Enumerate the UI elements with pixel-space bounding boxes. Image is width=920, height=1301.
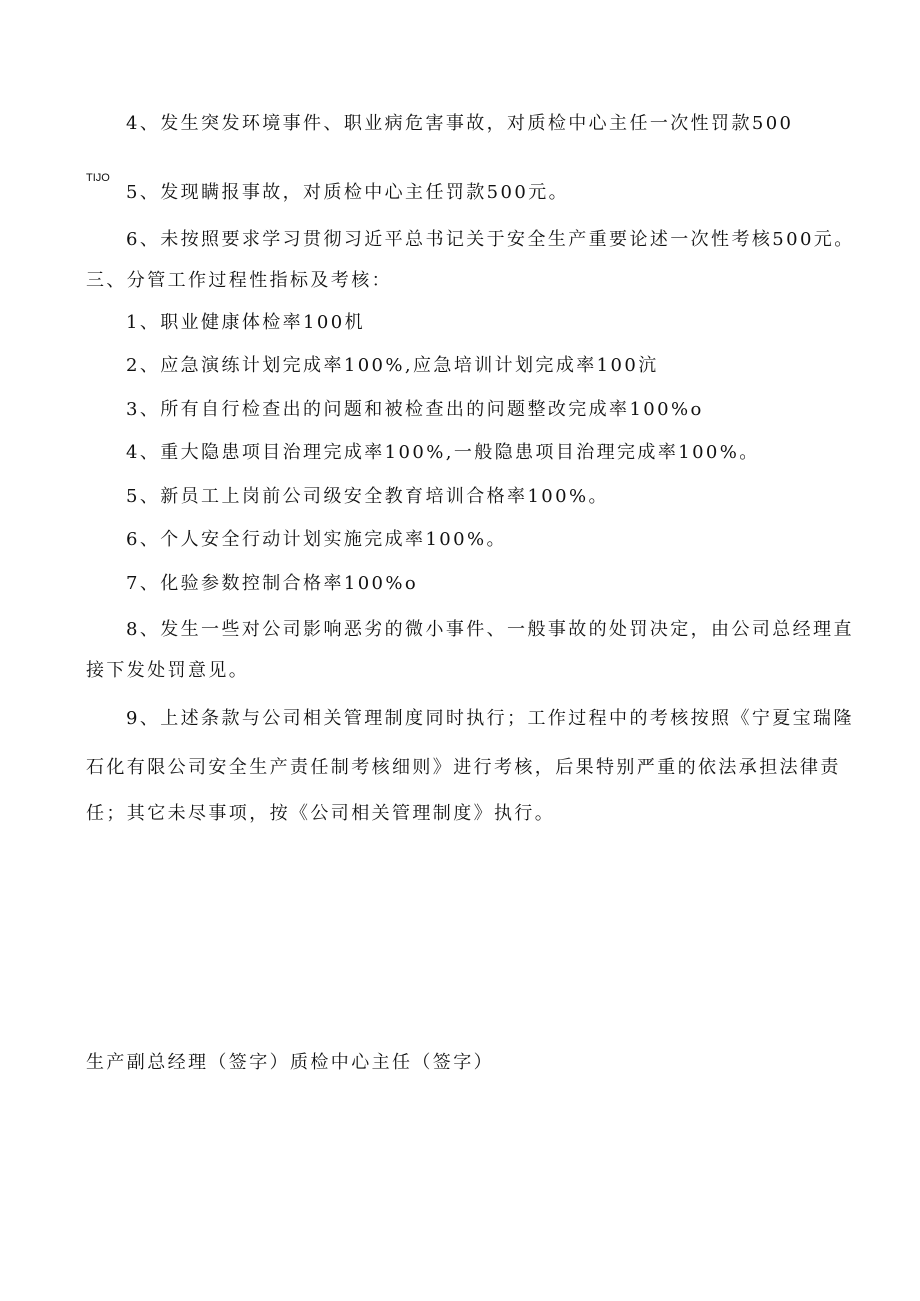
stray-text: TIJO bbox=[86, 172, 110, 184]
indicator-9-line-3: 任；其它未尽事项，按《公司相关管理制度》执行。 bbox=[86, 803, 556, 824]
indicator-6: 6、个人安全行动计划实施完成率100%。 bbox=[126, 529, 507, 550]
indicator-3: 3、所有自行检查出的问题和被检查出的问题整改完成率100%o bbox=[126, 399, 704, 420]
indicator-5: 5、新员工上岗前公司级安全教育培训合格率100%。 bbox=[126, 486, 609, 507]
item-6-study-assessment: 6、未按照要求学习贯彻习近平总书记关于安全生产重要论述一次性考核500元。 bbox=[126, 229, 855, 250]
indicator-7: 7、化验参数控制合格率100%o bbox=[126, 573, 419, 594]
section-3-heading: 三、分管工作过程性指标及考核： bbox=[86, 270, 392, 291]
item-5-concealment-penalty: 5、发现瞒报事故，对质检中心主任罚款500元。 bbox=[126, 182, 570, 203]
signature-line: 生产副总经理（签字）质检中心主任（签字） bbox=[86, 1052, 494, 1073]
indicator-1: 1、职业健康体检率100机 bbox=[126, 312, 366, 333]
item-4-environment-penalty: 4、发生突发环境事件、职业病危害事故，对质检中心主任一次性罚款500 bbox=[126, 113, 794, 134]
indicator-9-line-1: 9、上述条款与公司相关管理制度同时执行；工作过程中的考核按照《宁夏宝瑞隆 bbox=[126, 708, 854, 729]
indicator-2: 2、应急演练计划完成率100%,应急培训计划完成率100沆 bbox=[126, 355, 659, 376]
indicator-4: 4、重大隐患项目治理完成率100%,一般隐患项目治理完成率100%。 bbox=[126, 442, 760, 463]
indicator-8-line-1: 8、发生一些对公司影响恶劣的微小事件、一般事故的处罚决定，由公司总经理直 bbox=[126, 619, 854, 640]
indicator-9-line-2: 石化有限公司安全生产责任制考核细则》进行考核，后果特别严重的依法承担法律责 bbox=[86, 757, 841, 778]
indicator-8-line-2: 接下发处罚意见。 bbox=[86, 660, 250, 681]
